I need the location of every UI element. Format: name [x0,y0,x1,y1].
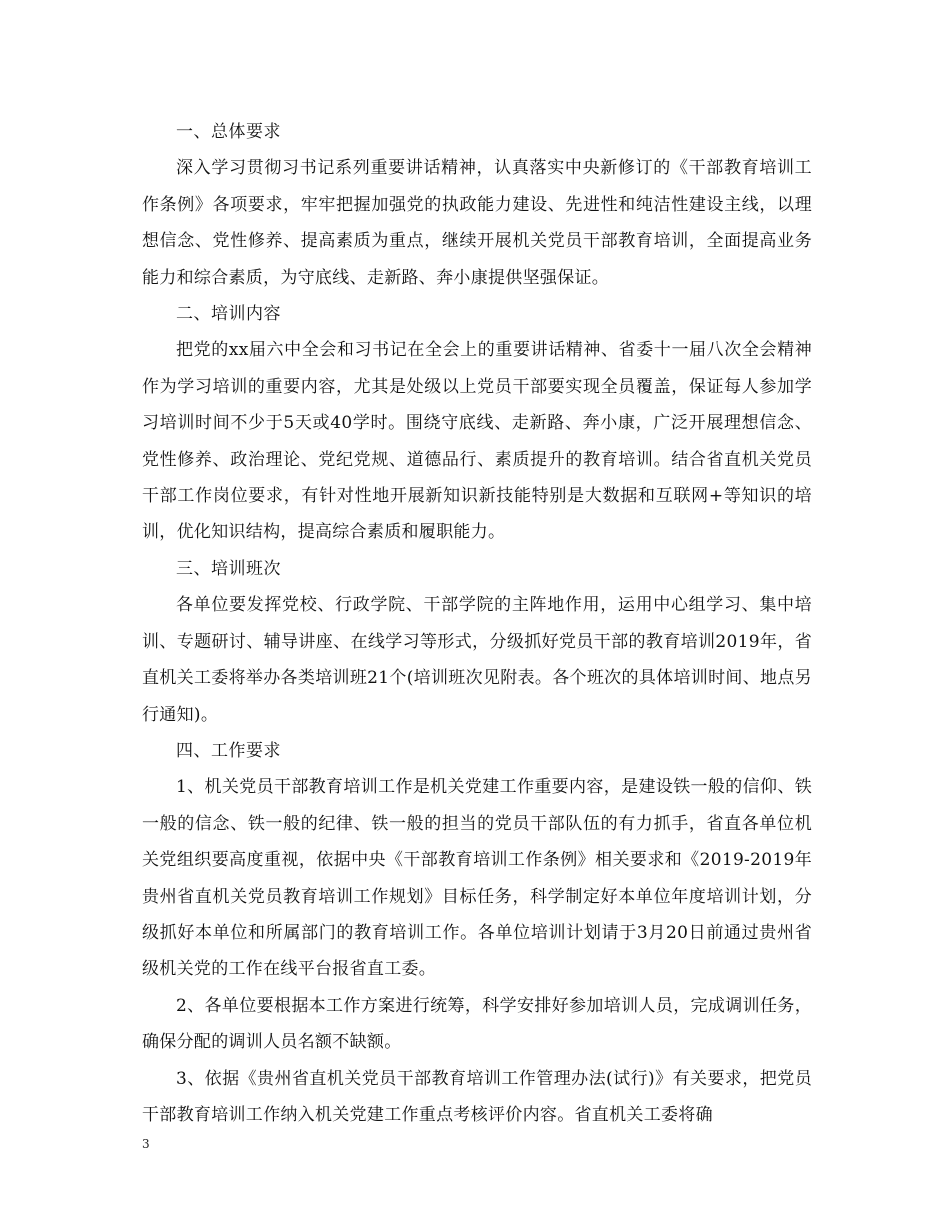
body-paragraph: 深入学习贯彻习书记系列重要讲话精神，认真落实中央新修订的《干部教育培训工作条例》各项要求，牢牢把握加强党的执政能力建设、先进性和纯洁性建设主线，以理想信念、党性修养、提高素质为重点，继续开展机关党员干部教育培训，全面提高业务能力和综合素质，为守底线、走新路、奔小康提供坚强保证。 [142,158,812,288]
body-paragraph: 把党的xx届六中全会和习书记在全会上的重要讲话精神、省委十一届八次全会精神作为学习培训的重要内容，尤其是处级以上党员干部要实现全员覆盖，保证每人参加学习培训时间不少于5天或40学时。围绕守底线、走新路、奔小康，广泛开展理想信念、党性修养、政治理论、党纪党规、道德品行、素质提升的教育培训。结合省直机关党员干部工作岗位要求，有针对性地开展新知识新技能特别是大数据和互联网+等知识的培训，优化知识结构，提高综合素质和履职能力。 [142,340,812,543]
body-paragraph: 1、机关党员干部教育培训工作是机关党建工作重要内容，是建设铁一般的信仰、铁一般的信念、铁一般的纪律、铁一般的担当的党员干部队伍的有力抓手，省直各单位机关党组织要高度重视，依据中央《干部教育培训工作条例》相关要求和《2019-2019年贵州省直机关党员教育培训工作规划》目标任务，科学制定好本单位年度培训计划，分级抓好本单位和所属部门的教育培训工作。各单位培训计划请于3月20日前通过贵州省级机关党的工作在线平台报省直工委。 [142,777,812,980]
body-paragraph: 3、依据《贵州省直机关党员干部教育培训工作管理办法(试行)》有关要求，把党员干部教育培训工作纳入机关党建工作重点考核评价内容。省直机关工委将确 [142,1068,812,1125]
body-paragraph: 2、各单位要根据本工作方案进行统筹，科学安排好参加培训人员，完成调训任务，确保分配的调训人员名额不缺额。 [142,995,812,1053]
page-number: 3 [142,1137,150,1151]
body-paragraph: 各单位要发挥党校、行政学院、干部学院的主阵地作用，运用中心组学习、集中培训、专题研讨、辅导讲座、在线学习等形式，分级抓好党员干部的教育培训2019年，省直机关工委将举办各类培训班21个(培训班次见附表。各个班次的具体培训时间、地点另行通知)。 [142,595,812,725]
document-body [142,114,812,1133]
section-heading: 二、培训内容 [176,304,281,325]
section-heading: 三、培训班次 [176,558,281,579]
section-heading: 四、工作要求 [176,740,281,761]
section-heading: 一、总体要求 [176,122,281,142]
